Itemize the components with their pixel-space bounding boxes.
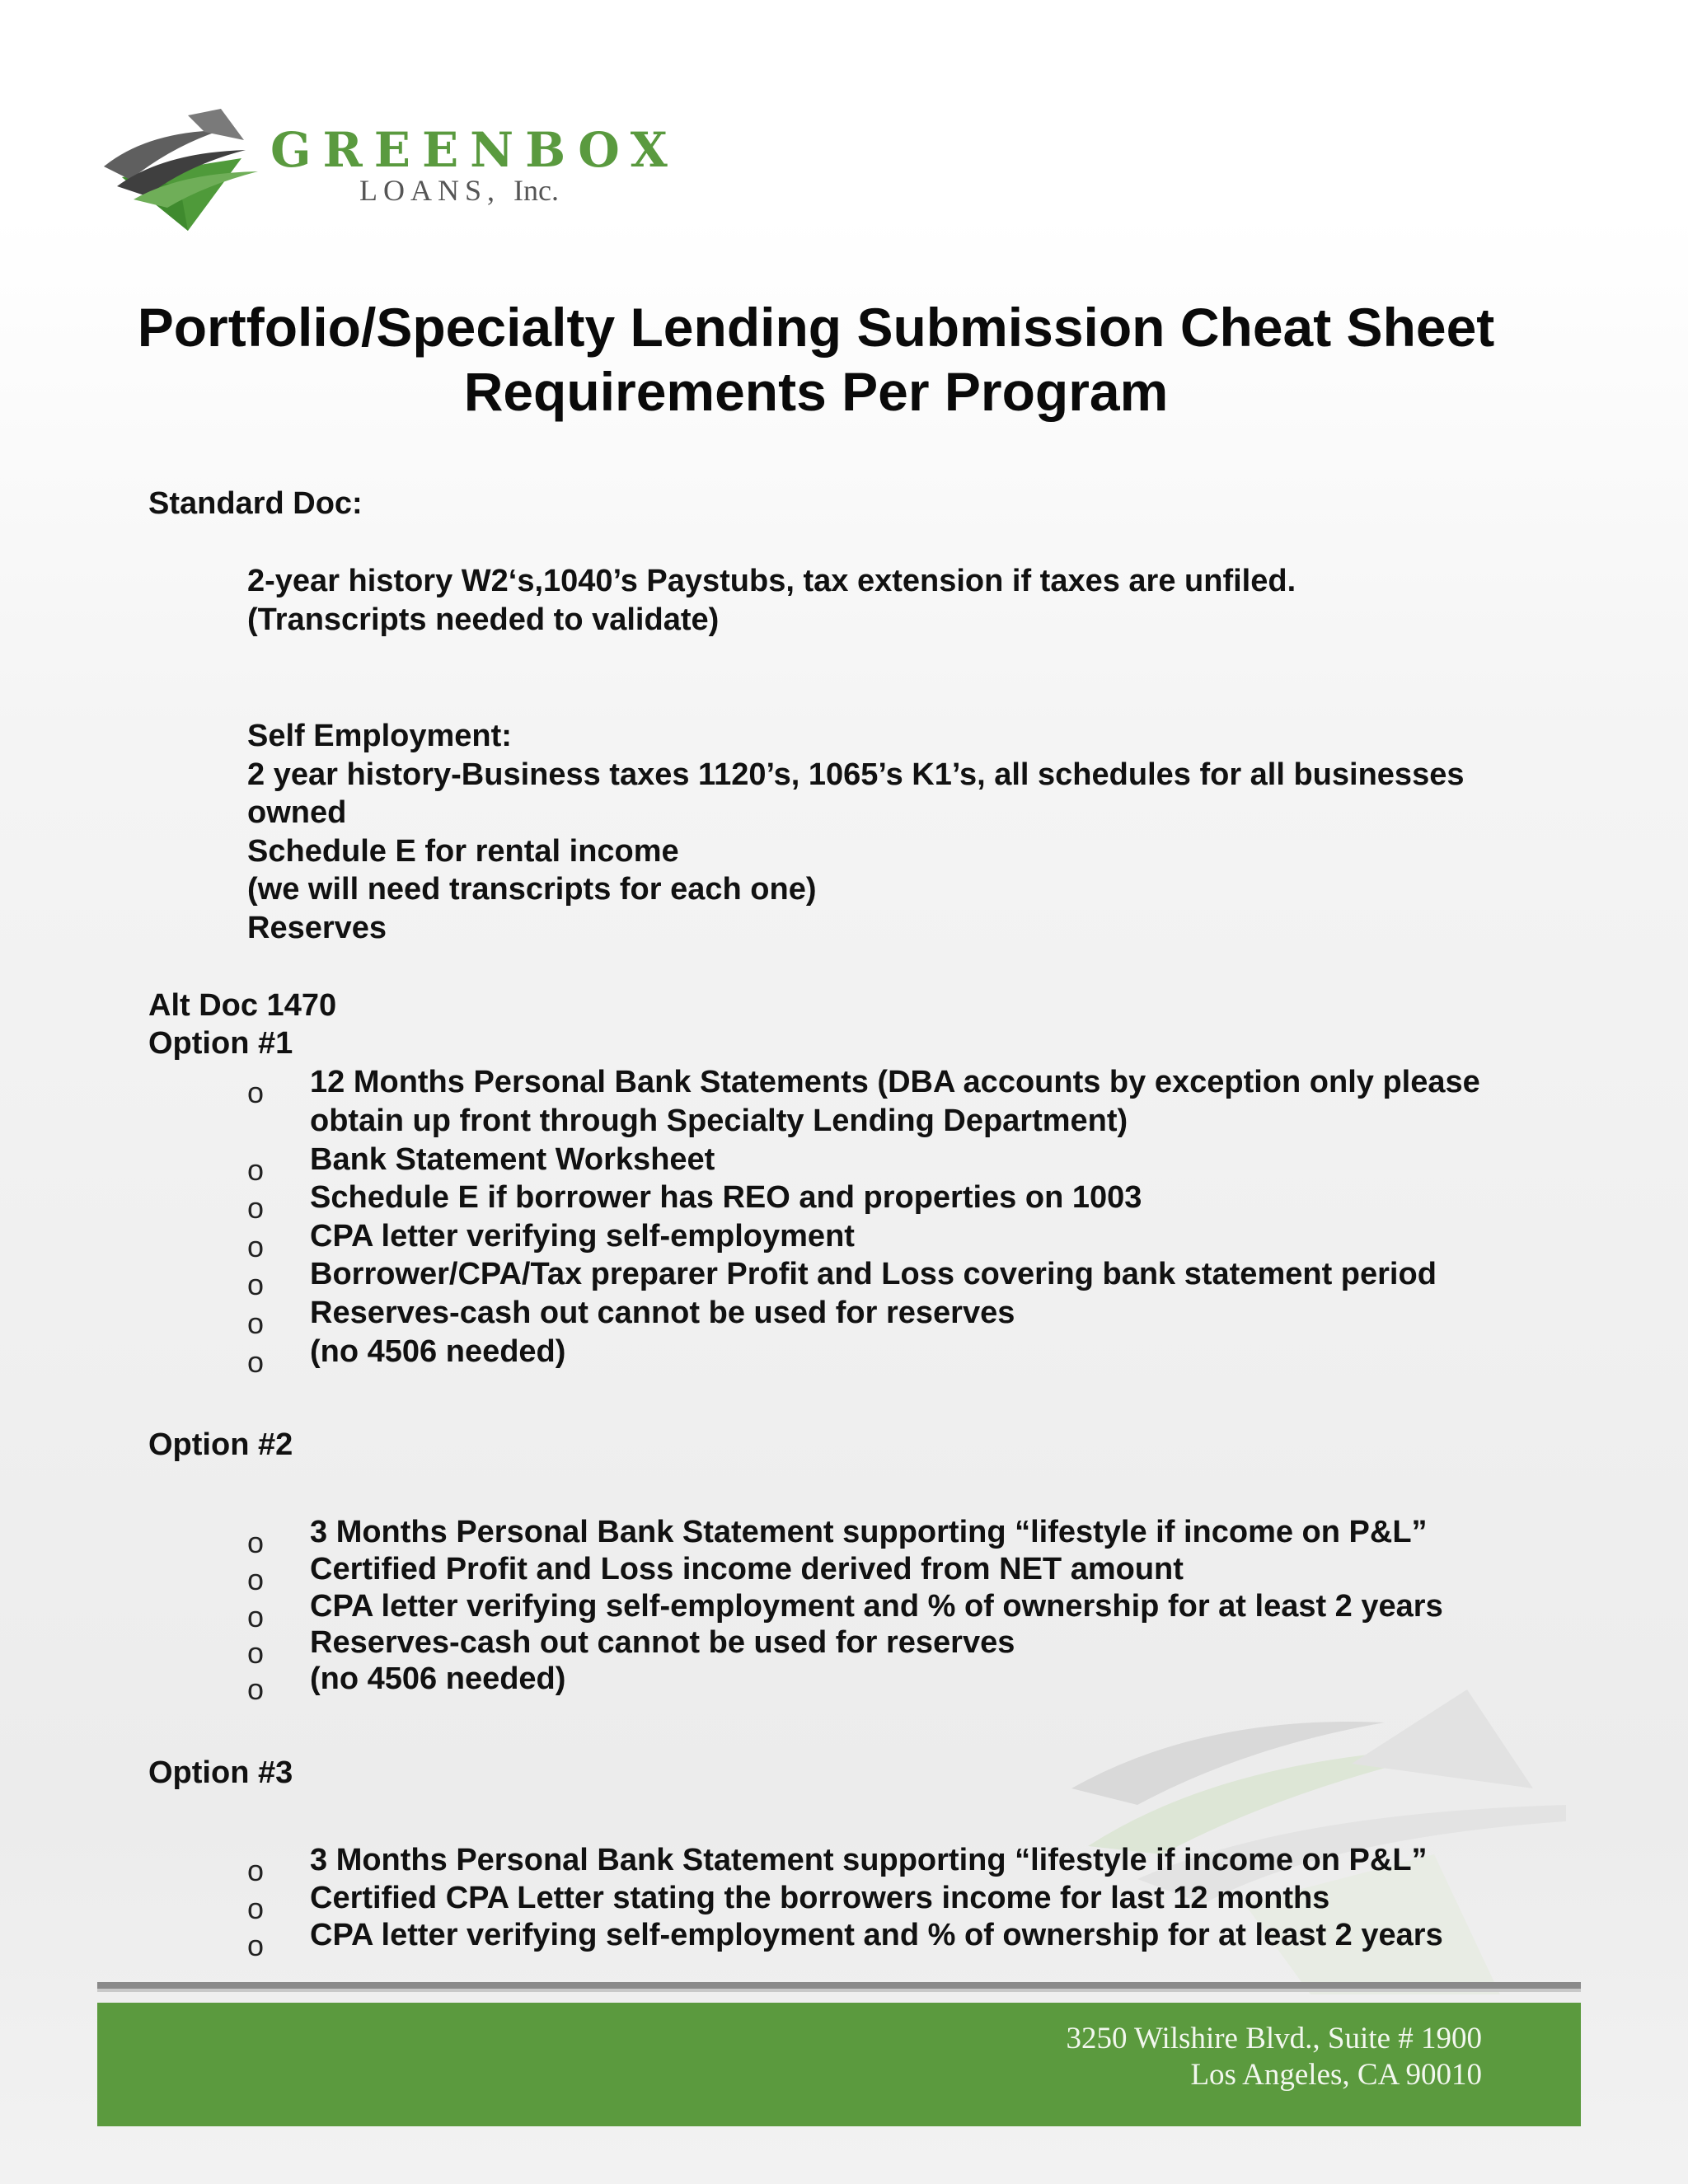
list-bullet: o: [247, 1268, 265, 1301]
company-address: [1066, 2021, 1482, 2093]
option-1-item: CPA letter verifying self-employment: [310, 1219, 855, 1254]
greenbox-logo-icon: [97, 107, 262, 239]
option-3-item: CPA letter verifying self-employment and % of ownership for at least 2 years: [310, 1918, 1443, 1952]
list-bullet: o: [247, 1854, 265, 1887]
list-bullet: o: [247, 1891, 265, 1925]
brand-loans: LOANS,: [359, 174, 501, 207]
company-logo: [97, 107, 679, 239]
self-employment-line: (we will need transcripts for each one): [247, 872, 817, 907]
list-bullet: o: [247, 1636, 265, 1670]
option-3-item: Certified CPA Letter stating the borrowers income for last 12 months: [310, 1881, 1330, 1915]
list-bullet: o: [247, 1526, 265, 1559]
footer-band: [97, 2003, 1581, 2126]
footer-divider-light: [97, 1989, 1581, 1992]
brand-name: GREENBOX: [270, 122, 679, 178]
option-3-heading: Option #3: [148, 1755, 293, 1790]
option-2-item: Reserves-cash out cannot be used for reserves: [310, 1625, 1015, 1660]
address-line-2: Los Angeles, CA 90010: [1190, 2058, 1482, 2092]
list-bullet: o: [247, 1345, 265, 1379]
option-1-item: 12 Months Personal Bank Statements (DBA accounts by exception only please: [310, 1065, 1480, 1099]
list-bullet: o: [247, 1230, 265, 1263]
option-3-item: 3 Months Personal Bank Statement supporting “lifestyle if income on P&L”: [310, 1843, 1428, 1877]
option-1-item: Reserves-cash out cannot be used for reserves: [310, 1296, 1015, 1330]
alt-doc-heading: Alt Doc 1470: [148, 988, 337, 1023]
list-bullet: o: [247, 1306, 265, 1340]
address-line-1: 3250 Wilshire Blvd., Suite # 1900: [1066, 2022, 1482, 2055]
standard-doc-heading: Standard Doc:: [148, 486, 363, 521]
brand-subtitle: [359, 173, 559, 208]
list-bullet: o: [247, 1191, 265, 1225]
self-employment-line: Reserves: [247, 911, 387, 945]
page-title: [0, 295, 1632, 424]
option-1-item: Bank Statement Worksheet: [310, 1142, 715, 1177]
footer-divider: [97, 1982, 1581, 1989]
brand-inc: Inc.: [513, 174, 559, 207]
title-line-2: Requirements Per Program: [463, 361, 1169, 422]
option-1-item-continued: obtain up front through Specialty Lending Department): [310, 1104, 1128, 1138]
list-bullet: o: [247, 1153, 265, 1187]
option-2-item: 3 Months Personal Bank Statement supporting “lifestyle if income on P&L”: [310, 1515, 1428, 1549]
option-1-item: (no 4506 needed): [310, 1334, 566, 1369]
list-bullet: o: [247, 1563, 265, 1596]
list-bullet: o: [247, 1672, 265, 1706]
option-2-heading: Option #2: [148, 1427, 293, 1462]
option-1-item: Schedule E if borrower has REO and properties on 1003: [310, 1180, 1142, 1215]
self-employment-line: owned: [247, 795, 347, 830]
list-bullet: o: [247, 1076, 265, 1109]
option-2-item: CPA letter verifying self-employment and % of ownership for at least 2 years: [310, 1589, 1443, 1624]
option-2-item: Certified Profit and Loss income derived from NET amount: [310, 1552, 1184, 1586]
list-bullet: o: [247, 1600, 265, 1633]
option-2-item: (no 4506 needed): [310, 1661, 566, 1696]
title-line-1: Portfolio/Specialty Lending Submission Cheat Sheet: [137, 297, 1495, 358]
option-1-item: Borrower/CPA/Tax preparer Profit and Loss covering bank statement period: [310, 1257, 1437, 1291]
standard-doc-line: (Transcripts needed to validate): [247, 602, 720, 637]
self-employment-line: Schedule E for rental income: [247, 834, 679, 869]
self-employment-heading: Self Employment:: [247, 719, 512, 753]
standard-doc-line: 2-year history W2‘s,1040’s Paystubs, tax extension if taxes are unfiled.: [247, 564, 1296, 598]
list-bullet: o: [247, 1929, 265, 1962]
option-1-heading: Option #1: [148, 1026, 293, 1061]
self-employment-line: 2 year history-Business taxes 1120’s, 1065’s K1’s, all schedules for all businesses: [247, 757, 1465, 792]
